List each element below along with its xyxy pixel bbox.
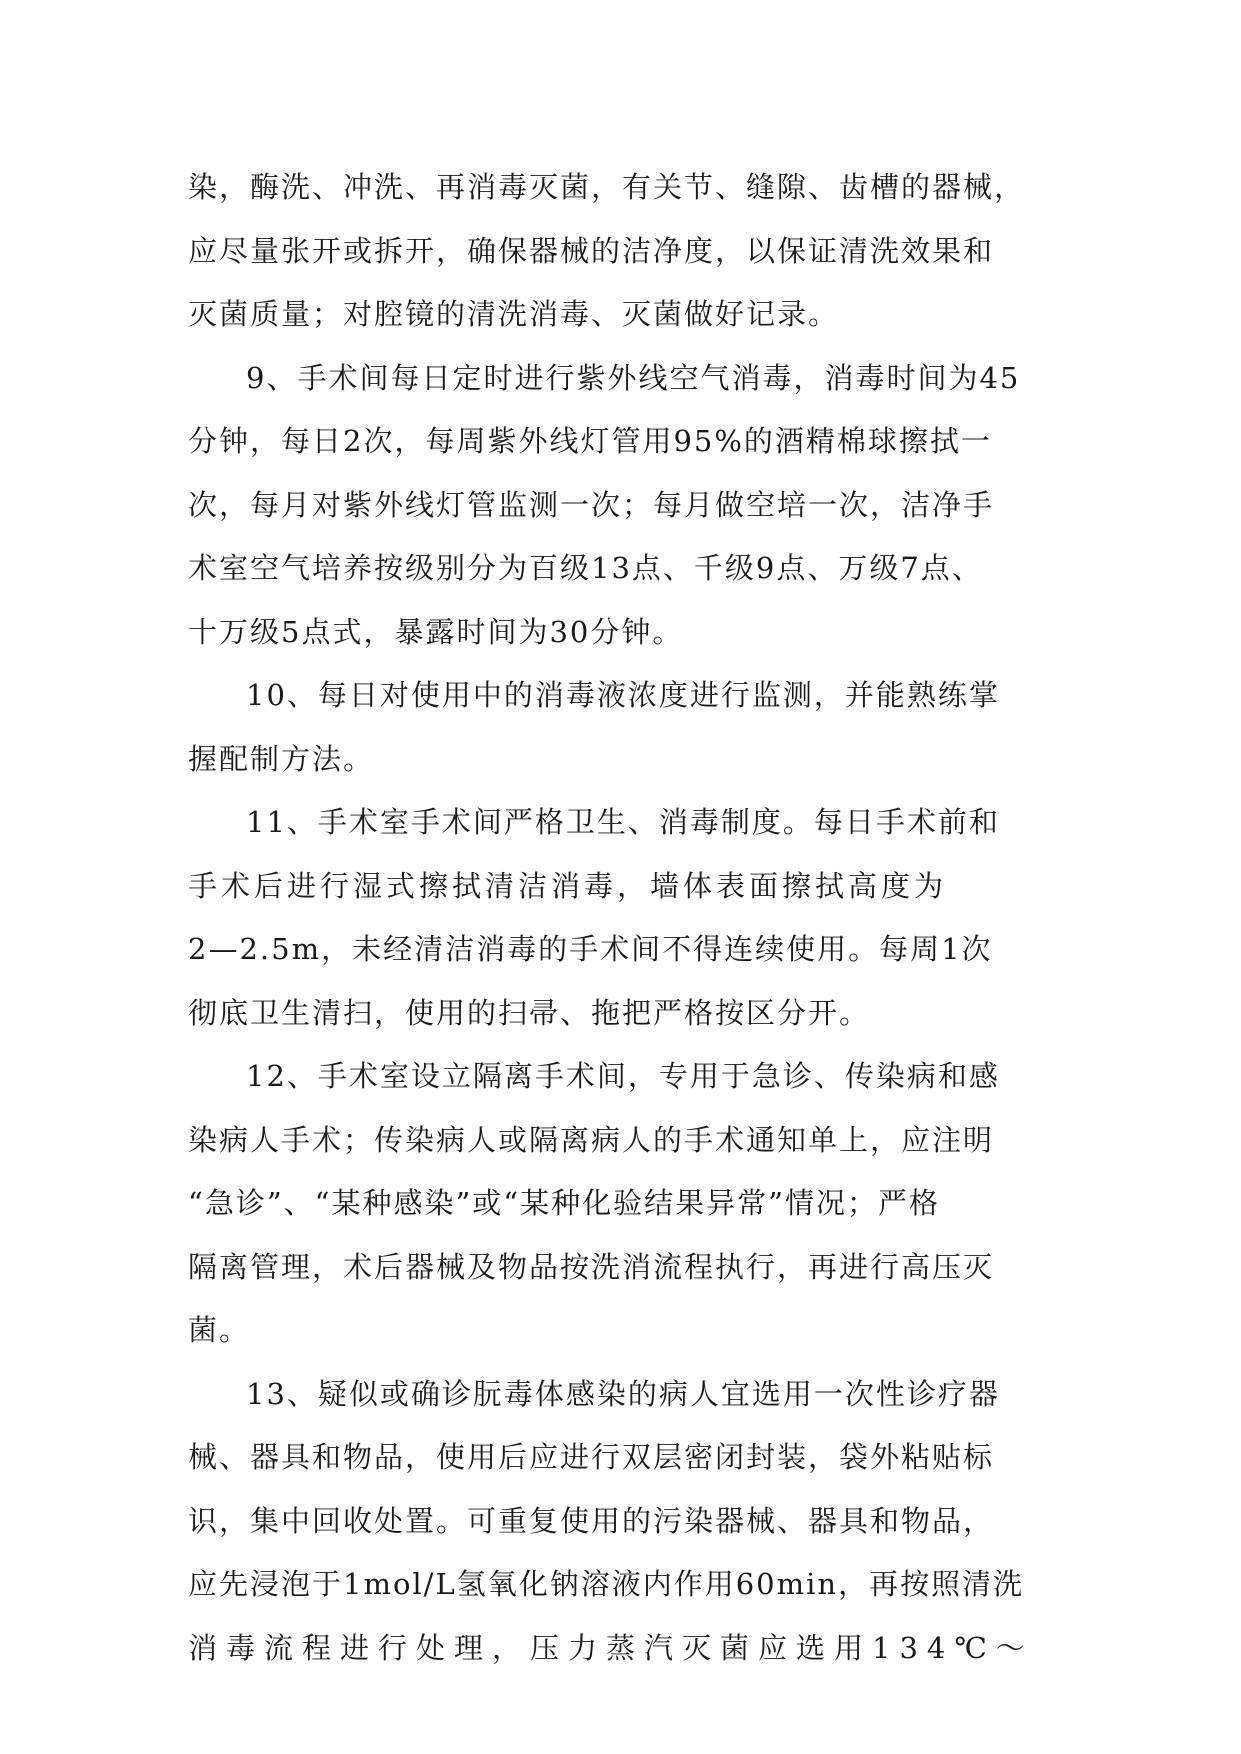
- text-line: 握配制方法。: [188, 741, 375, 776]
- text-line: 十万级5点式，暴露时间为30分钟。: [188, 614, 684, 649]
- text-line: 消毒流程进行处理，压力蒸汽灭菌应选用134℃～: [188, 1630, 1034, 1665]
- text-line: 械、器具和物品，使用后应进行双层密闭封装，袋外粘贴标: [188, 1440, 995, 1474]
- paragraph-9-first-line: 9、手术间每日定时进行紫外线空气消毒，消毒时间为45: [246, 360, 1021, 395]
- paragraph-11-first-line: 11、手术室手术间严格卫生、消毒制度。每日手术前和: [246, 805, 1000, 839]
- text-line: 次，每月对紫外线灯管监测一次；每月做空培一次，洁净手: [188, 487, 995, 522]
- text-line: 术室空气培养按级别分为百级13点、千级9点、万级7点、: [188, 551, 983, 585]
- text-line: 彻底卫生清扫，使用的扫帚、拖把严格按区分开。: [188, 995, 871, 1030]
- document-body: [188, 168, 1068, 1692]
- paragraph-10-first-line: 10、每日对使用中的消毒液浓度进行监测，并能熟练掌: [246, 678, 1000, 712]
- paragraph-12-first-line: 12、手术室设立隔离手术间，专用于急诊、传染病和感: [246, 1059, 1000, 1093]
- text-line: 应尽量张开或拆开，确保器械的洁净度，以保证清洗效果和: [188, 233, 995, 268]
- text-line: 菌。: [188, 1313, 251, 1347]
- text-line: 手术后进行湿式擦拭清洁消毒，墙体表面擦拭高度为: [188, 868, 948, 903]
- text-line: 染病人手术；传染病人或隔离病人的手术通知单上，应注明: [188, 1122, 995, 1157]
- text-line: 染，酶洗、冲洗、再消毒灭菌，有关节、缝隙、齿槽的器械，: [188, 170, 1026, 204]
- text-line: 识，集中回收处置。可重复使用的污染器械、器具和物品，: [188, 1503, 995, 1538]
- text-line: 应先浸泡于1mol/L氢氧化钠溶液内作用60min，再按照清洗: [188, 1567, 1025, 1601]
- text-line: 分钟，每日2次，每周紫外线灯管用95%的酒精棉球擦拭一: [188, 424, 992, 458]
- paragraph-13-first-line: 13、疑似或确诊朊毒体感染的病人宜选用一次性诊疗器: [246, 1376, 1000, 1411]
- text-line: 灭菌质量；对腔镜的清洗消毒、灭菌做好记录。: [188, 297, 840, 331]
- text-line: “急诊”、“某种感染”或“某种化验结果异常”情况；严格: [188, 1186, 940, 1220]
- text-line: 2—2.5m，未经清洁消毒的手术间不得连续使用。每周1次: [188, 932, 993, 966]
- text-line: 隔离管理，术后器械及物品按洗消流程执行，再进行高压灭: [188, 1249, 995, 1284]
